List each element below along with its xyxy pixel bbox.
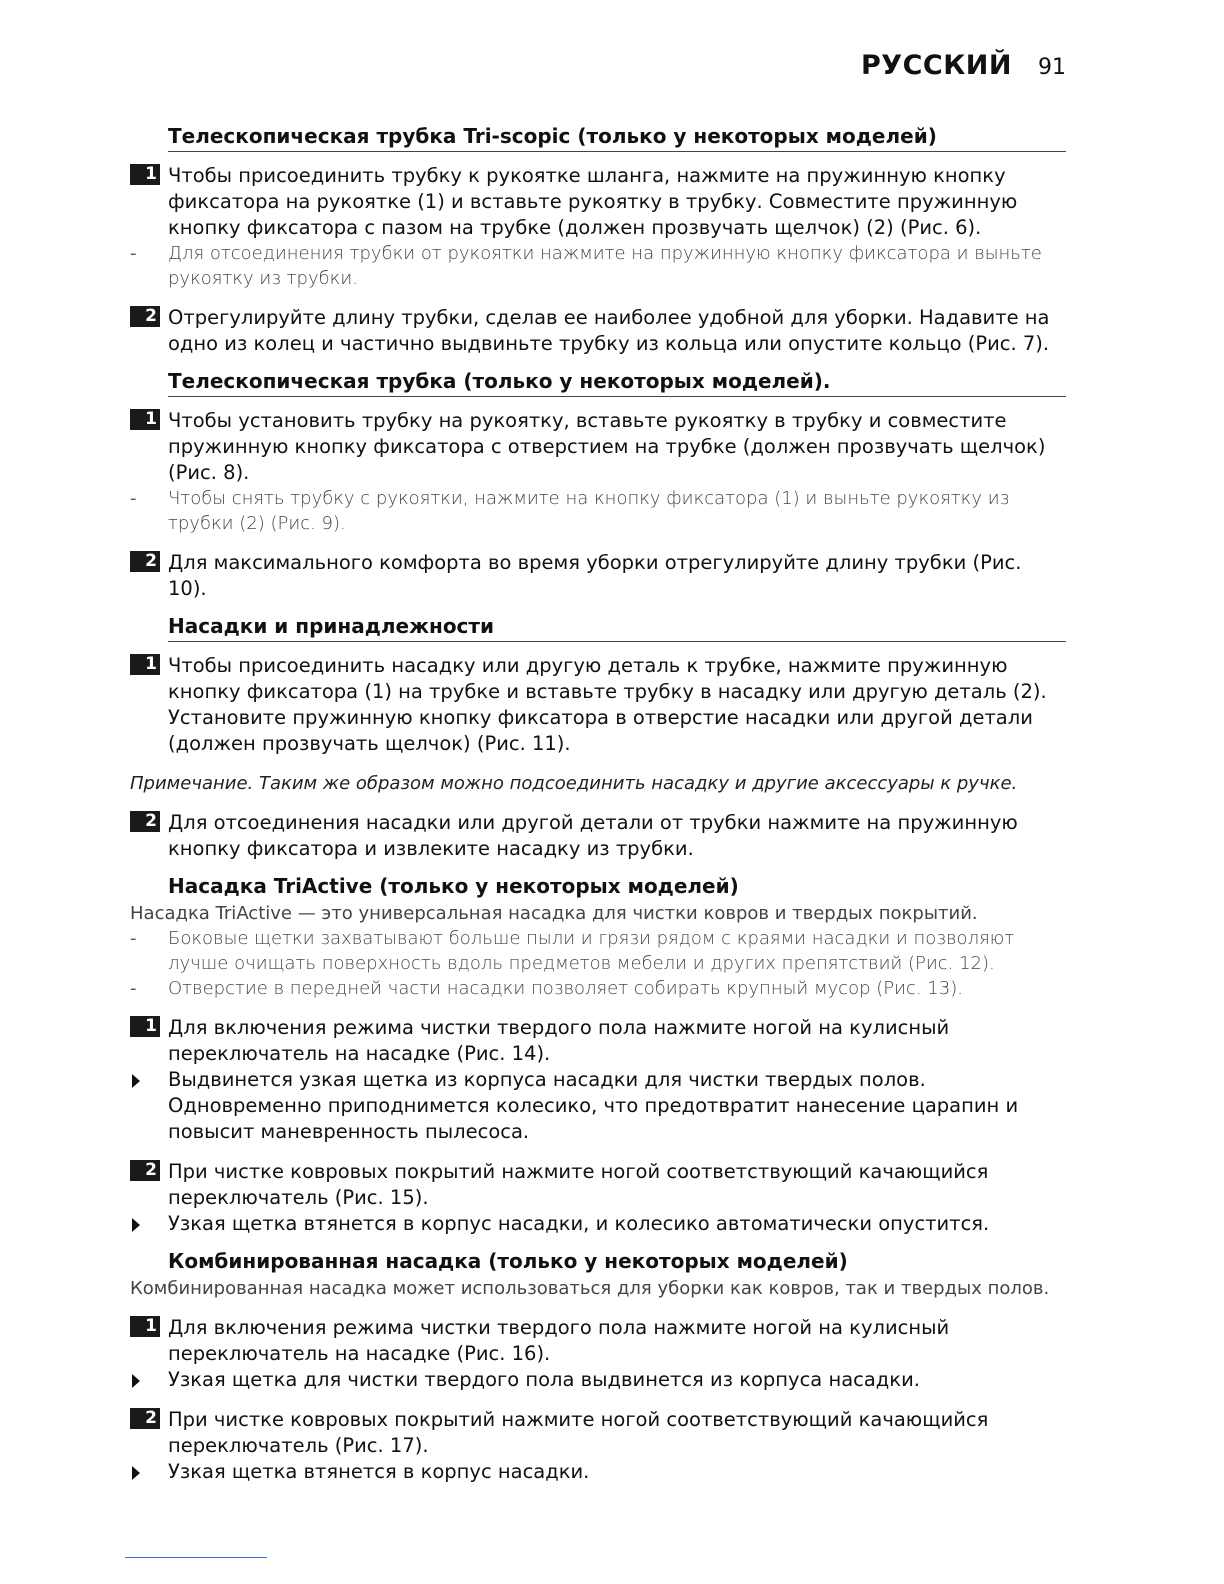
- dash-list-item: - Для отсоединения трубки от рукоятки нажмите на пружинную кнопку фиксатора и выньте рукоятку из трубки.: [130, 241, 1066, 291]
- step-item: [130, 1015, 1066, 1067]
- arrow-bullet-icon: [132, 1074, 140, 1088]
- result-text: Узкая щетка для чистки твердого пола выдвинется из корпуса насадки.: [168, 1368, 920, 1391]
- step-item: [130, 305, 1066, 357]
- step-text: При чистке ковровых покрытий нажмите ногой соответствующий качающийся переключатель (Рис. 15).: [168, 1160, 989, 1209]
- step-number-badge: 1: [130, 654, 160, 675]
- step-text: Чтобы присоединить насадку или другую деталь к трубке, нажмите пружинную кнопку фиксатора (1) на трубке и вставьте трубку в насадку или другую деталь (2). Установите пружинную кнопку фиксатора в отверстие насадки или другой детали (должен прозвучать щелчок) (Рис. 11).: [168, 654, 1047, 755]
- step-text: Отрегулируйте длину трубки, сделав ее наиболее удобной для уборки. Надавите на одно из колец и частично выдвиньте трубку из кольца или опустите кольцо (Рис. 7).: [168, 306, 1050, 355]
- arrow-bullet-icon: [132, 1374, 140, 1388]
- step-text: Чтобы установить трубку на рукоятку, вставьте рукоятку в трубку и совместите пружинную кнопку фиксатора с отверстием на трубке (должен прозвучать щелчок) (Рис. 8).: [168, 409, 1046, 484]
- step-text: Для отсоединения насадки или другой детали от трубки нажмите на пружинную кнопку фиксатора и извлеките насадку из трубки.: [168, 811, 1018, 860]
- step-text: Чтобы присоединить трубку к рукоятке шланга, нажмите на пружинную кнопку фиксатора на рукоятке (1) и вставьте рукоятку в трубку. Совместите пружинную кнопку фиксатора с пазом на трубке (должен прозвучать щелчок) (2) (Рис. 6).: [168, 164, 1018, 239]
- section-title-tri-scopic: Телескопическая трубка Tri-scopic (только у некоторых моделей): [168, 122, 1066, 152]
- result-list-item: [130, 1211, 1066, 1237]
- footer-divider: [125, 1557, 267, 1558]
- result-text: Узкая щетка втянется в корпус насадки.: [168, 1460, 590, 1483]
- step-item: [130, 653, 1066, 757]
- result-text: Узкая щетка втянется в корпус насадки, и колесико автоматически опустится.: [168, 1212, 990, 1235]
- step-number-badge: 1: [130, 1016, 160, 1037]
- step-number-badge: 1: [130, 164, 160, 185]
- dash-list-item: - Чтобы снять трубку с рукоятки, нажмите на кнопку фиксатора (1) и выньте рукоятку из трубки (2) (Рис. 9).: [130, 486, 1066, 536]
- dash-text: Чтобы снять трубку с рукоятки, нажмите на кнопку фиксатора (1) и выньте рукоятку из трубки (2) (Рис. 9).: [168, 488, 1010, 534]
- step-item: [130, 1315, 1066, 1367]
- result-list-item: [130, 1459, 1066, 1485]
- step-text: Для включения режима чистки твердого пола нажмите ногой на кулисный переключатель на насадке (Рис. 16).: [168, 1316, 950, 1365]
- language-label: РУССКИЙ: [861, 50, 1012, 81]
- step-item: [130, 408, 1066, 486]
- result-list-item: [130, 1367, 1066, 1393]
- intro-text: Насадка TriActive — это универсальная насадка для чистки ковров и твердых покрытий.: [130, 903, 978, 924]
- note-text: Примечание. Таким же образом можно подсоединить насадку и другие аксессуары к ручке.: [130, 773, 1018, 794]
- dash-text: Отверстие в передней части насадки позволяет собирать крупный мусор (Рис. 13).: [168, 978, 963, 999]
- dash-list-item: - Боковые щетки захватывают больше пыли и грязи рядом с краями насадки и позволяют лучше очищать поверхность вдоль предметов мебели и других препятствий (Рис. 12).: [130, 926, 1066, 976]
- step-item: [130, 810, 1066, 862]
- intro-text: Комбинированная насадка может использоваться для уборки как ковров, так и твердых полов.: [130, 1278, 1050, 1299]
- result-list-item: [130, 1067, 1066, 1145]
- dash-list-item: - Отверстие в передней части насадки позволяет собирать крупный мусор (Рис. 13).: [130, 976, 1066, 1001]
- step-item: [130, 1159, 1066, 1211]
- step-number-badge: 2: [130, 306, 160, 327]
- step-item: [130, 1407, 1066, 1459]
- step-item: [130, 550, 1066, 602]
- section-title-combined: Комбинированная насадка (только у некоторых моделей): [168, 1249, 848, 1273]
- page-content: [130, 122, 1066, 1485]
- step-text: Для включения режима чистки твердого пола нажмите ногой на кулисный переключатель на насадке (Рис. 14).: [168, 1016, 950, 1065]
- step-number-badge: 2: [130, 1160, 160, 1181]
- step-item: [130, 163, 1066, 241]
- page-header: [861, 50, 1066, 81]
- arrow-bullet-icon: [132, 1218, 140, 1232]
- step-number-badge: 2: [130, 1408, 160, 1429]
- step-number-badge: 1: [130, 1316, 160, 1337]
- result-text: Выдвинется узкая щетка из корпуса насадки для чистки твердых полов. Одновременно приподнимется колесико, что предотвратит нанесение царапин и повысит маневренность пылесоса.: [168, 1068, 1019, 1143]
- step-text: Для максимального комфорта во время уборки отрегулируйте длину трубки (Рис. 10).: [168, 551, 1022, 600]
- arrow-bullet-icon: [132, 1466, 140, 1480]
- dash-text: Для отсоединения трубки от рукоятки нажмите на пружинную кнопку фиксатора и выньте рукоятку из трубки.: [168, 243, 1042, 289]
- section-title-telescopic: Телескопическая трубка (только у некоторых моделей).: [168, 367, 1066, 397]
- section-title-accessories: Насадки и принадлежности: [168, 612, 1066, 642]
- step-number-badge: 1: [130, 409, 160, 430]
- page-number: 91: [1038, 55, 1066, 80]
- dash-text: Боковые щетки захватывают больше пыли и грязи рядом с краями насадки и позволяют лучше очищать поверхность вдоль предметов мебели и других препятствий (Рис. 12).: [168, 928, 1015, 974]
- step-number-badge: 2: [130, 811, 160, 832]
- step-number-badge: 2: [130, 551, 160, 572]
- section-title-triactive: Насадка TriActive (только у некоторых моделей): [168, 874, 739, 898]
- step-text: При чистке ковровых покрытий нажмите ногой соответствующий качающийся переключатель (Рис. 17).: [168, 1408, 989, 1457]
